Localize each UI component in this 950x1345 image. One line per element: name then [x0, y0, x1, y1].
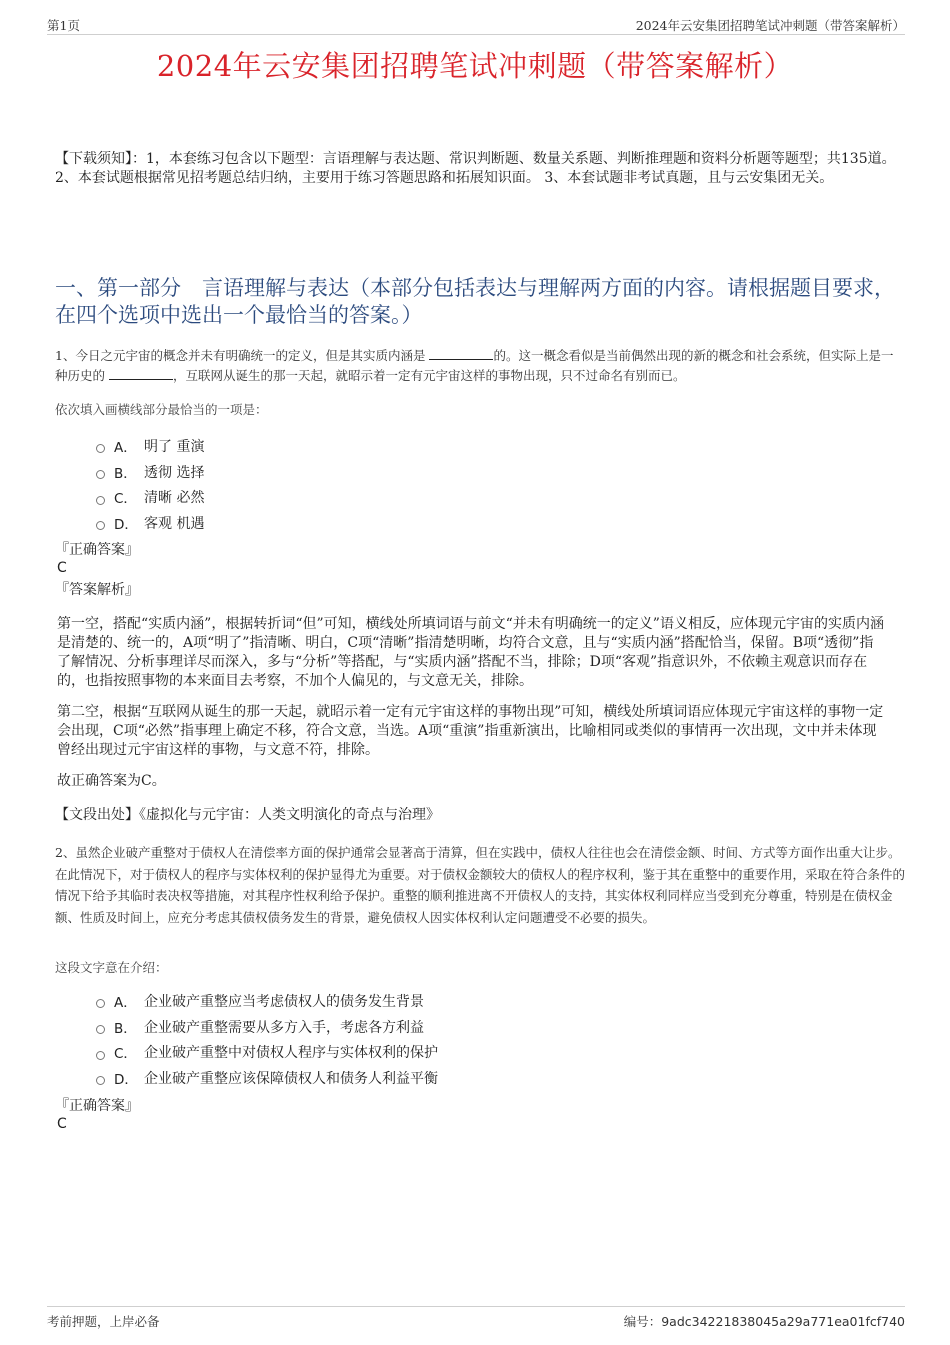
question-2-options: [96, 988, 438, 1091]
correct-answer: C: [57, 560, 67, 576]
question-2-text: 2、虽然企业破产重整对于债权人在清偿率方面的保护通常会显著高于清算，但在实践中，债权人往往也会在清偿金额、时间、方式等方面作出重大让步。在此情况下，对于债权人的程序与实体权利的保护显得尤为重要。对于债权金额较大的债权人的程序权利，鉴于其在重整中的重要作用，采取在符合条件的情况下给予其临时表决权等措施，对其程序性权利给予保护。重整的顺利推进离不开债权人的支持，其实体权利同样应当受到充分尊重，特别是在债权金额、性质及时间上，应充分考虑其债权债务发生的背景，避免债权人因实体权利认定问题遭受不必要的损失。: [55, 845, 906, 925]
analysis-label: 『答案解析』: [55, 582, 139, 598]
option-b[interactable]: B． 企业破产重整需要从多方入手，考虑各方利益: [96, 1014, 438, 1040]
radio-button[interactable]: [96, 496, 105, 505]
header-doc-title: 2024年云安集团招聘笔试冲刺题（带答案解析）: [635, 18, 905, 33]
option-c[interactable]: C． 企业破产重整中对债权人程序与实体权利的保护: [96, 1039, 438, 1065]
correct-answer-label: 『正确答案』: [55, 1098, 139, 1114]
option-d[interactable]: D． 客观 机遇: [96, 510, 204, 536]
radio-button[interactable]: [96, 1076, 105, 1085]
download-notice: 【下载须知】：1，本套练习包含以下题型：言语理解与表达题、常识判断题、数量关系题、判断推理题和资料分析题等题型；共135道。 2、本套试题根据常见招考题总结归纳，主要用于练习答题思路和拓展知识面。 3、本套试题非考试真题，且与云安集团无关。: [55, 151, 896, 186]
section-heading: 一、第一部分 言语理解与表达（本部分包括表达与理解两方面的内容。请根据题目要求，在四个选项中选出一个最恰当的答案。）: [55, 276, 895, 327]
radio-button[interactable]: [96, 444, 105, 453]
correct-answer-label: 『正确答案』: [55, 542, 139, 558]
footer-slogan: 考前押题，上岸必备: [47, 1314, 160, 1329]
page-footer: [47, 1306, 905, 1329]
analysis-conclusion: 故正确答案为C。: [57, 773, 166, 789]
radio-button[interactable]: [96, 470, 105, 479]
correct-answer: C: [57, 1116, 67, 1132]
page-header: [47, 14, 905, 35]
option-d[interactable]: D． 企业破产重整应该保障债权人和债务人利益平衡: [96, 1065, 438, 1091]
analysis-paragraph-1: 第一空，搭配“实质内涵”，根据转折词“但”可知，横线处所填词语与前文“并未有明确统一的定义”语义相反，应体现元宇宙的实质内涵是清楚的、统一的，A项“明了”指清晰、明白，C项“清晰”指清楚明晰，均符合文意，且与“实质内涵”搭配恰当，保留。B项“透彻”指了解情况、分析事理详尽而深入，多与“分析”等搭配，与“实质内涵”搭配不当，排除；D项“客观”指意识外，不依赖主观意识而存在的，也指按照事物的本来面目去考察，不加个人偏见的，与文意无关，排除。: [57, 616, 884, 689]
text-source: 【文段出处】《虚拟化与元宇宙：人类文明演化的奇点与治理》: [55, 807, 440, 823]
page-number: 第1页: [47, 18, 80, 33]
question-1-prompt: 依次填入画横线部分最恰当的一项是：: [55, 402, 268, 417]
radio-button[interactable]: [96, 1051, 105, 1060]
option-a[interactable]: A． 明了 重演: [96, 433, 204, 459]
document-code: 编号：9adc34221838045a29a771ea01fcf740: [623, 1314, 905, 1329]
option-a[interactable]: A． 企业破产重整应当考虑债权人的债务发生背景: [96, 988, 438, 1014]
fill-blank-1: [429, 347, 493, 360]
question-1-text: 1、今日之元宇宙的概念并未有明确统一的定义，但是其实质内涵是 的。这一概念看似是当前偶然出现的新的概念和社会系统，但实际上是一种历史的 ，互联网从诞生的那一天起，就昭示着一定有元宇宙这样的事物出现，只不过命名有别而已。: [55, 348, 894, 383]
option-b[interactable]: B． 透彻 选择: [96, 459, 204, 485]
analysis-paragraph-2: 第二空，根据“互联网从诞生的那一天起，就昭示着一定有元宇宙这样的事物出现”可知，横线处所填词语应体现元宇宙这样的事物一定会出现，C项“必然”指事理上确定不移，符合文意，当选。A项“重演”指重新演出，比喻相同或类似的事情再一次出现，文中并未体现曾经出现过元宇宙这样的事物，与文意不符，排除。: [57, 704, 884, 758]
page-title: 2024年云安集团招聘笔试冲刺题（带答案解析）: [156, 49, 794, 83]
radio-button[interactable]: [96, 521, 105, 530]
question-1-options: [96, 433, 204, 536]
option-c[interactable]: C． 清晰 必然: [96, 484, 204, 510]
question-2-prompt: 这段文字意在介绍：: [55, 960, 168, 975]
radio-button[interactable]: [96, 1025, 105, 1034]
radio-button[interactable]: [96, 999, 105, 1008]
fill-blank-2: [109, 367, 173, 380]
